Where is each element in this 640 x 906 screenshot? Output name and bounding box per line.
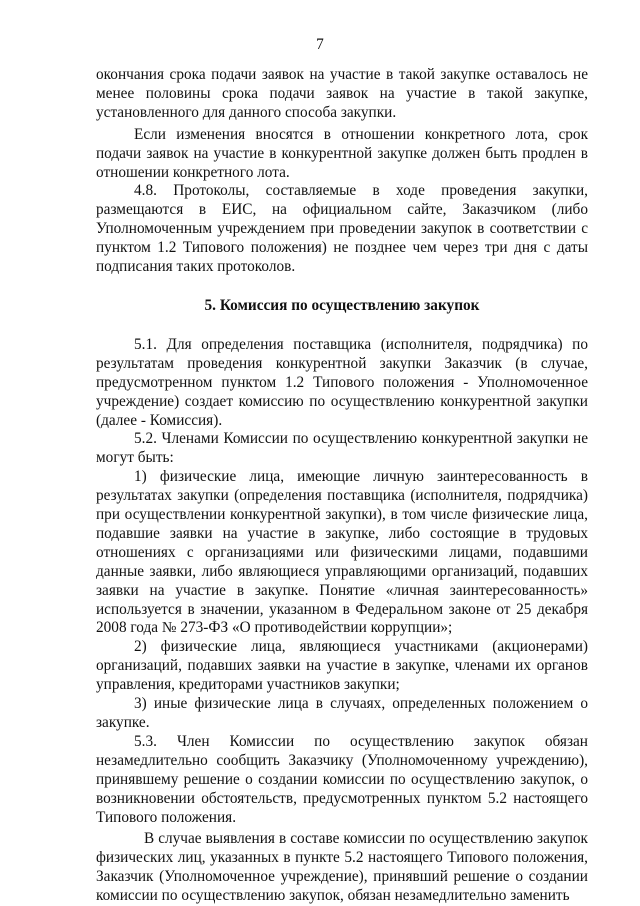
paragraph-5-2: 5.2. Членами Комиссии по осуществлению конкурентной закупки не могут быть: [96, 430, 588, 467]
list-item-3: 3) иные физические лица в случаях, определенных положением о закупке. [96, 695, 588, 731]
paragraph-5-3: 5.3. Член Комиссии по осуществлению закупок обязан незамедлительно сообщить Заказчику (Уполномоченному учреждению), принявшему решение о создании комиссии по осуществлению закупок, о возникновении обстоятельств, предусмотренных пунктом 5.2 настоящего Типового положения. [96, 732, 588, 826]
paragraph: Если изменения вносятся в отношении конкретного лота, срок подачи заявок на участие в конкурентной закупке должен быть продлен в отношении конкретного лота. [96, 125, 588, 181]
list-item-1: 1) физические лица, имеющие личную заинтересованность в результатах закупки (определения поставщика (исполнителя, подрядчика) при осуществлении конкурентной закупки), в том числе физические лица, подавшие заявки на участие в закупке, либо состоящие в трудовых отношениях с организациями или физическими лицами, подавшими данные заявки, либо являющиеся управляющими организаций, подавших заявки на участие в закупке. Понятие «личная заинтересованность» используется в значении, указанном в Федеральном законе от 25 декабря 2008 года № 273-ФЗ «О противодействии коррупции»; [96, 468, 588, 637]
section-title: 5. Комиссия по осуществлению закупок [204, 296, 480, 314]
paragraph: В случае выявления в составе комиссии по осуществлению закупок физических лиц, указанных в пункте 5.2 настоящего Типового положения, Заказчик (Уполномоченное учреждение), принявший решение о создании комиссии по осуществлению закупок, обязан незамедлительно заменить [96, 830, 588, 905]
list-item-2: 2) физические лица, являющиеся участниками (акционерами) организаций, подавших заявки на участие в закупке, членами их органов управления, кредиторами участников закупки; [96, 638, 588, 694]
paragraph-continuation: окончания срока подачи заявок на участие в такой закупке оставалось не менее половины срока подачи заявок на участие в такой закупке, установленного для данного способа закупки. [96, 66, 588, 121]
page-number: 7 [316, 36, 324, 53]
paragraph-4-8: 4.8. Протоколы, составляемые в ходе проведения закупки, размещаются в ЕИС, на официальном сайте, Заказчиком (либо Уполномоченным учреждением при проведении закупок в соответствии с пунктом 1.2 Типового положения) не позднее чем через три дня с даты подписания таких протоколов. [96, 182, 588, 276]
document-body [96, 66, 588, 906]
paragraph-5-1: 5.1. Для определения поставщика (исполнителя, подрядчика) по результатам проведения конкурентной закупки Заказчик (в случае, предусмотренном пунктом 1.2 Типового положения - Уполномоченное учреждение) создает комиссию по осуществлению конкурентной закупки (далее - Комиссия). [96, 335, 588, 429]
